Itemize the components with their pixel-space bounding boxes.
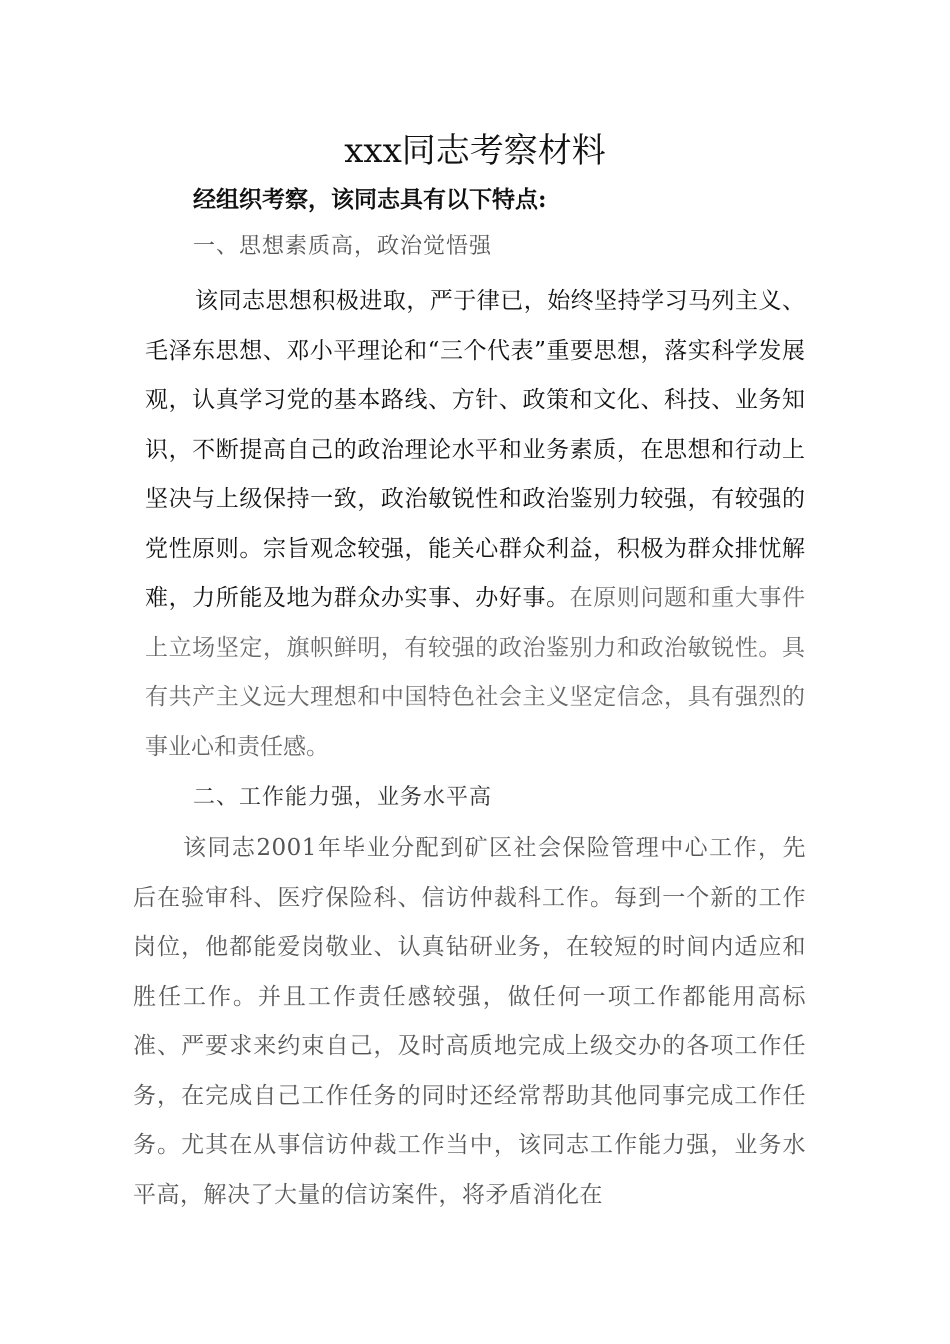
section-paragraph-1 <box>145 277 805 772</box>
document-title: xxx同志考察材料 <box>344 131 606 171</box>
section-heading-1: 一、思想素质高，政治觉悟强 <box>193 234 493 259</box>
document-intro: 经组织考察，该同志具有以下特点: <box>193 186 547 213</box>
paragraph-1-main-text: 该同志思想积极进取，严于律已，始终坚持学习马列主义、毛泽东思想、邓小平理论和“三个代表”重要思想，落实科学发展观，认真学习党的基本路线、方针、政策和文化、科技、业务知识，不断提高自己的政治理论水平和业务素质，在思想和行动上坚决与上级保持一致，政治敏锐性和政治鉴别力较强，有较强的党性原则。宗旨观念较强，能关心群众利益，积极为群众排忧解难，力所能及地为群众办实事、办好事。 <box>145 288 805 611</box>
section-heading-2: 二、工作能力强，业务水平高 <box>193 785 493 810</box>
paragraph-1-muted-text: 在原则问题和重大事件上立场坚定，旗帜鲜明，有较强的政治鉴别力和政治敏锐性。具有共产主义远大理想和中国特色社会主义坚定信念，具有强烈的事业心和责任感。 <box>145 585 806 760</box>
paragraph-2-text: 该同志2001年毕业分配到矿区社会保险管理中心工作，先后在验审科、医疗保险科、信访仲裁科工作。每到一个新的工作岗位，他都能爱岗敬业、认真钻研业务，在较短的时间内适应和胜任工作。并且工作责任感较强，做任何一项工作都能用高标准、严要求来约束自己，及时高质地完成上级交办的各项工作任务，在完成自己工作任务的同时还经常帮助其他同事完成工作任务。尤其在从事信访仲裁工作当中，该同志工作能力强，业务水平高，解决了大量的信访案件，将矛盾消化在 <box>133 835 806 1208</box>
section-paragraph-2 <box>133 824 806 1220</box>
